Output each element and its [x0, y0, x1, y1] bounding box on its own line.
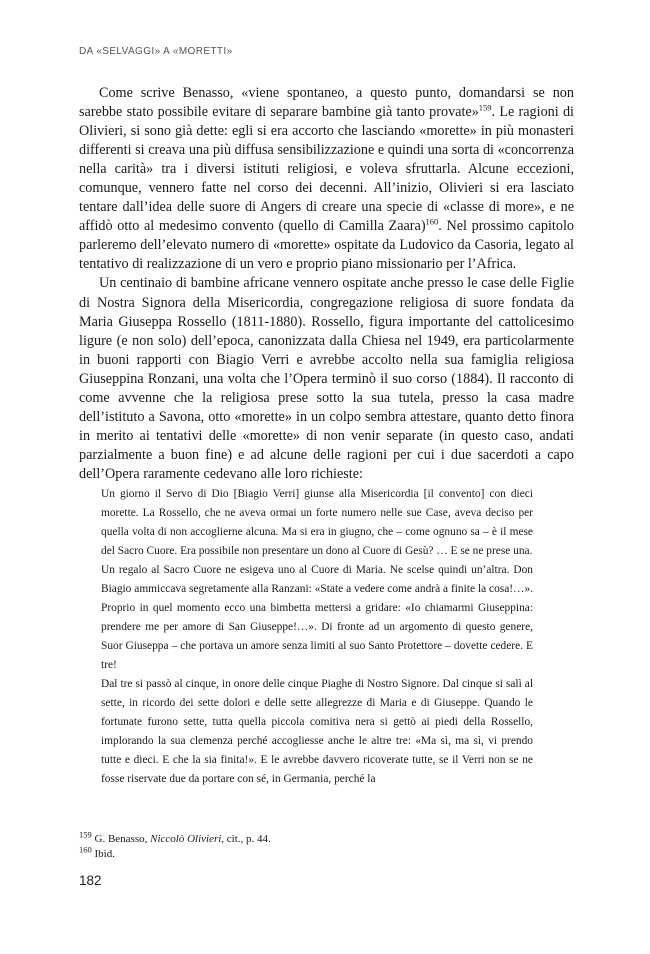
- footnote-159: [79, 829, 574, 847]
- footnote-160: [79, 844, 574, 862]
- page-number: 182: [79, 873, 102, 888]
- footnote-text: Ibid.: [91, 848, 115, 860]
- paragraph-1-part-2: . Le ragioni di Olivieri, si sono già dette: egli si era accorto che lasciando «morette» in più monasteri differenti si creava una più diffusa sensibilizzazione e quindi una sorta di «concorrenza nella carità» tra i diversi istituti religiosi, e voleva sfruttarla. Alcune eccezioni, comunque, vennero fatte nel corso dei decenni. All’inizio, Olivieri si era lasciato tentare dall’idea delle suore di Angers di creare una specie di «classe di more», e ne affidò otto al medesimo convento (quello di Camilla Zaara): [79, 104, 574, 235]
- quote-paragraph-1: Un giorno il Servo di Dio [Biagio Verri] giunse alla Misericordia [il convento] con dieci morette. La Rossello, che ne aveva ormai un forte numero nelle sue Case, aveva deciso per quella volta di non accoglierne alcuna. Ma si era in giugno, che – come ognuno sa – è il mese del Sacro Cuore. Era possibile non presentare un dono al Cuore di Gesù? … E se ne prese una.: [101, 488, 533, 557]
- block-quote: [101, 485, 533, 789]
- footnote-number: 160: [79, 844, 92, 855]
- footnote-ref-160[interactable]: 160: [425, 216, 439, 227]
- footnote-ref-159[interactable]: 159: [478, 102, 492, 113]
- body-text: [79, 84, 574, 484]
- paragraph-2: Un centinaio di bambine africane vennero ospitate anche presso le case delle Figlie di Nostra Signora della Misericordia, congregazione religiosa di suore fondata da Maria Giuseppa Rossello (1811-1880). Rossello, figura importante del cattolicesimo ligure (e non solo) dell’epoca, canonizzata dalla Chiesa nel 1949, era particolarmente in buoni rapporti con Biagio Verri e avrebbe accolto nella sua famiglia religiosa Giuseppina Ronzani, una volta che l’Opera terminò il suo corso (1884). Il racconto di come avvenne che la religiosa prese sotto la sua tutela, presso la casa madre dell’istituto a Savona, otto «morette» in un colpo sembra attestare, quanto detto finora in merito ai tentativi delle «morette» di non venir separate (in questo caso, andati parzialmente a buon fine) e ad alcune delle ragioni per cui i due sacerdoti a capo dell’Opera raramente cedevano alle loro richieste:: [79, 275, 574, 482]
- quote-paragraph-2: Un regalo al Sacro Cuore ne esigeva uno al Cuore di Maria. Ne scelse quindi un’altra. Don Biagio ammiccava segretamente alla Ranzani: «State a vedere come andrà a finite la cosa!…». Proprio in quel momento ecco una bimbetta mettersi a gridare: «Io chiamarmi Giuseppina: prendere me per amore di San Giuseppe!…». Di fronte ad un argomento di questo genere, Suor Giuseppa – che portava un amore senza limiti al suo Santo Protettore – dovette cedere. E tre!: [101, 564, 533, 671]
- paragraph-1: [79, 84, 574, 274]
- paragraph-1-part-1: Come scrive Benasso, «viene spontaneo, a questo punto, domandarsi se non sarebbe stato possibile evitare di separare bambine già tanto provate»: [79, 85, 574, 121]
- footnote-text: G. Benasso,: [91, 833, 151, 845]
- footnotes: [79, 829, 574, 862]
- footnote-text: , cit., p. 44.: [221, 833, 271, 845]
- quote-paragraph-3: Dal tre si passò al cinque, in onore delle cinque Piaghe di Nostro Signore. Dal cinque si salì al sette, in ricordo dei sette dolori e delle sette allegrezze di Maria e di Giuseppe. Quando le fortunate furono sette, tutta quella piccola comitiva nera si gettò ai piedi della Rossello, implorando la sua clemenza perché accogliesse anche le altre tre: «Ma sì, ma sì, vi prendo tutte e dieci. E che la sia finita!». E le avrebbe davvero ricoverate tutte, se il Verri non se ne fosse riservate due da portare con sé, in Germania, perché la: [101, 678, 533, 785]
- running-head: DA «SELVAGGI» A «MORETTI»: [79, 46, 233, 57]
- paragraph-1-part-3: . Nel prossimo capitolo parleremo dell’elevato numero di «morette» ospitate da Ludovico da Casoria, legato al tentativo di realizzazione di un vero e proprio piano missionario per l’Africa.: [79, 218, 574, 273]
- footnote-number: 159: [79, 829, 92, 840]
- footnote-title: Niccolò Olivieri: [150, 833, 222, 845]
